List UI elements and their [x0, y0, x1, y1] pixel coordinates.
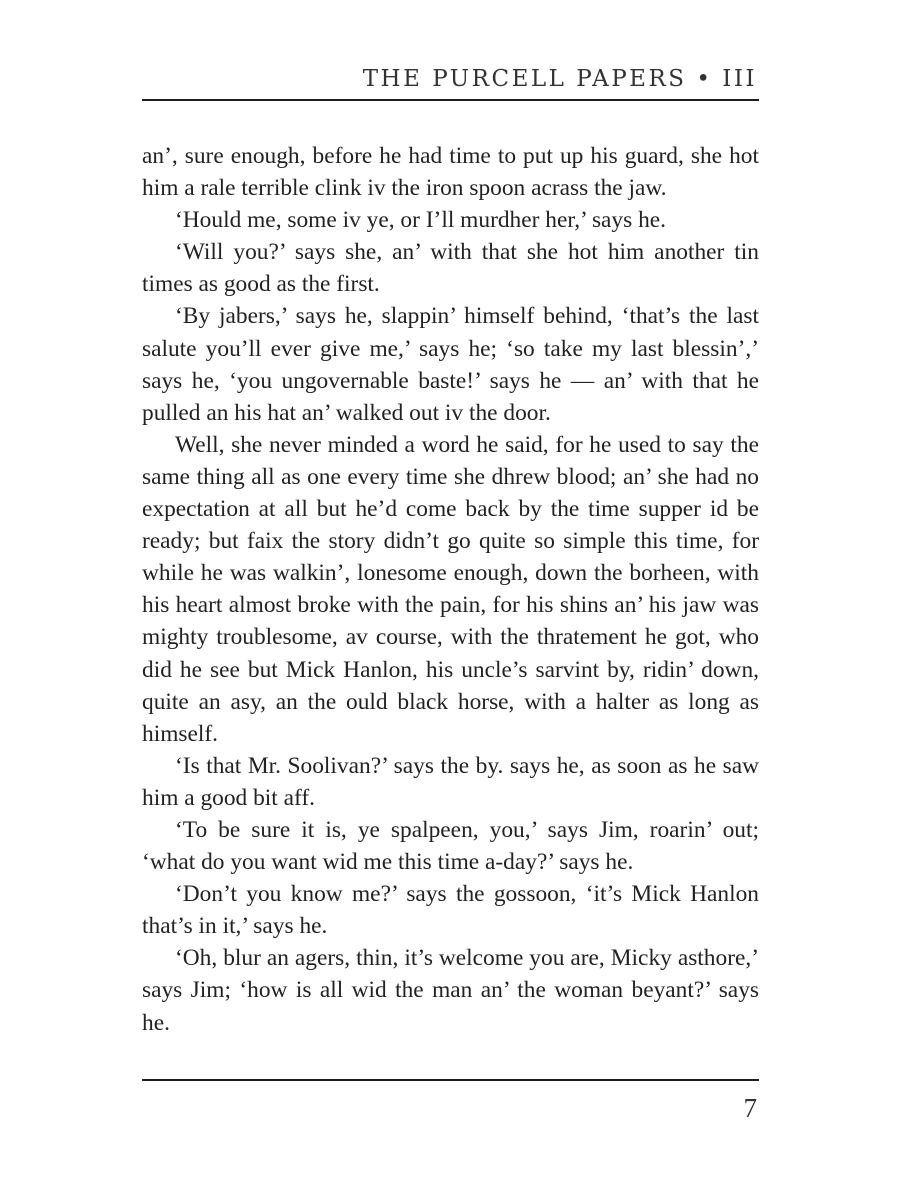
footer-rule — [142, 1079, 759, 1081]
paragraph: ‘Don’t you know me?’ says the gossoon, ‘it’s Mick Hanlon that’s in it,’ says he. — [142, 881, 759, 940]
page-number: 7 — [743, 1093, 757, 1123]
page-footer — [142, 1079, 759, 1129]
paragraph: ‘To be sure it is, ye spalpeen, you,’ says Jim, roarin’ out; ‘what do you want wid me this time a-day?’ says he. — [142, 816, 759, 876]
page-header — [142, 62, 759, 102]
paragraph: ‘Hould me, some iv ye, or I’ll murdher her,’ says he. — [175, 207, 666, 234]
body-text — [142, 140, 759, 1039]
running-head: THE PURCELL PAPERS • III — [362, 66, 757, 92]
header-rule — [142, 99, 759, 101]
paragraph: an’, sure enough, before he had time to put up his guard, she hot him a rale terrible clink iv the iron spoon acrass the jaw. — [142, 143, 759, 202]
paragraph: Well, she never minded a word he said, for he used to say the same thing all as one every time she dhrew blood; an’ she had no expectation at all but he’d come back by the time supper id be ready; but faix the story didn’t go quite so simple this time, for while he was walkin’, lonesome enough, down the borheen, with his heart almost broke with the pain, for his shins an’ his jaw was mighty troublesome, av course, with the thratement he got, who did he see but Mick Hanlon, his uncle’s sarvint by, ridin’ down, quite an asy, an the ould black horse, with a halter as long as himself. — [142, 431, 759, 747]
paragraph: ‘By jabers,’ says he, slappin’ himself behind, ‘that’s the last salute you’ll ever give me,’ says he; ‘so take my last blessin’,’ says he, ‘you ungovernable baste!’ says he — an’ with that he pulled an his hat an’ walked out iv the door. — [142, 303, 759, 426]
paragraph: ‘Will you?’ says she, an’ with that she hot him another tin times as good as the first. — [142, 239, 759, 298]
paragraph: ‘Oh, blur an agers, thin, it’s welcome you are, Micky asthore,’ says Jim; ‘how is all wid the man an’ the woman beyant?’ says he. — [142, 945, 759, 1036]
paragraph: ‘Is that Mr. Soolivan?’ says the by. says he, as soon as he saw him a good bit aff. — [142, 752, 759, 811]
